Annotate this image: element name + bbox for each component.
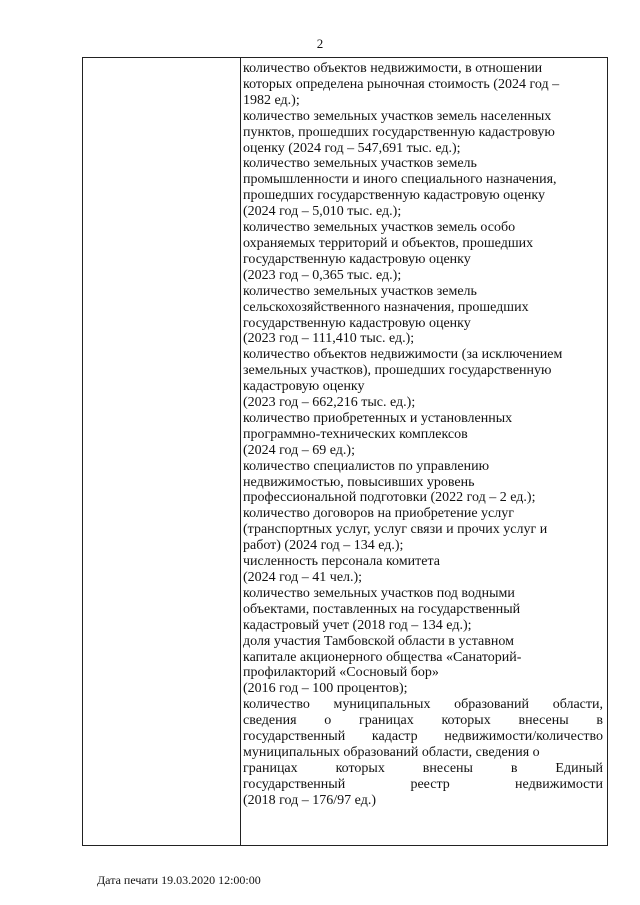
text-line: профилакторий «Сосновый бор»	[243, 665, 439, 681]
indicator-item	[243, 554, 603, 586]
text-line: (2024 год – 41 чел.);	[243, 570, 363, 585]
text-line: количество земельных участков земель	[243, 156, 477, 172]
text-line: (транспортных услуг, услуг связи и прочих услуг и	[243, 522, 548, 538]
table-right-column	[240, 58, 608, 845]
indicator-item	[243, 284, 603, 348]
indicator-item	[243, 109, 603, 157]
text-line: земельных участков), прошедших государственную	[243, 363, 552, 379]
text-line: (2024 год – 5,010 тыс. ед.);	[243, 204, 402, 220]
indicator-item	[243, 61, 603, 109]
text-line: доля участия Тамбовской области в уставном	[243, 633, 514, 649]
text-line: профессиональной подготовки (2022 год – 2 ед.);	[243, 490, 536, 506]
indicator-item	[243, 506, 603, 554]
indicator-item	[243, 411, 603, 459]
table-left-column	[82, 58, 241, 845]
text-line: количество договоров на приобретение услуг	[243, 506, 514, 522]
indicator-item	[243, 156, 603, 220]
text-line: государственный кадастр недвижимости/количество	[243, 729, 603, 745]
text-line: работ) (2024 год – 134 ед.);	[243, 538, 404, 554]
text-line: количество объектов недвижимости, в отношении	[243, 61, 543, 76]
text-line: кадастровый учет (2018 год – 134 ед.);	[243, 617, 472, 633]
text-line: сельскохозяйственного назначения, прошедших	[243, 299, 529, 315]
text-line: государственную кадастровую оценку	[243, 251, 471, 267]
text-line: границах которых внесены в Единый	[243, 760, 603, 776]
text-line: муниципальных образований области, сведения о	[243, 744, 540, 760]
text-line: количество специалистов по управлению	[243, 458, 490, 474]
text-line: количество земельных участков земель населенных	[243, 108, 552, 124]
text-line: капитале акционерного общества «Санаторий-	[243, 649, 522, 665]
text-line: количество приобретенных и установленных	[243, 410, 513, 426]
text-line: количество объектов недвижимости (за исключением	[243, 347, 563, 363]
text-line: (2018 год – 176/97 ед.)	[243, 792, 376, 808]
page-number: 2	[316, 36, 324, 51]
text-line: (2016 год – 100 процентов);	[243, 681, 408, 697]
text-line: охраняемых территорий и объектов, прошедших	[243, 235, 534, 251]
text-line: 1982 ед.);	[243, 92, 300, 108]
indicator-list	[243, 61, 603, 697]
print-date-footer: Дата печати 19.03.2020 12:00:00	[97, 873, 261, 887]
text-line: количество земельных участков под водными	[243, 585, 515, 601]
text-line: которых определена рыночная стоимость (2024 год –	[243, 76, 560, 92]
indicator-item	[243, 220, 603, 284]
document-table	[82, 57, 608, 846]
text-line: государственный реестр недвижимости	[243, 776, 603, 792]
text-line: программно-технических комплексов	[243, 426, 468, 442]
text-line: недвижимостью, повысивших уровень	[243, 474, 475, 490]
text-line: (2024 год – 69 ед.);	[243, 442, 355, 458]
indicator-item-municipal	[243, 697, 603, 808]
text-line: количество муниципальных образований области,	[243, 697, 603, 713]
text-line: прошедших государственную кадастровую оценку	[243, 188, 545, 204]
indicator-item	[243, 586, 603, 634]
indicator-item	[243, 459, 603, 507]
text-line: пунктов, прошедших государственную кадастровую	[243, 124, 555, 140]
text-line: сведения о границах которых внесены в	[243, 713, 603, 729]
text-line: промышленности и иного специального назначения,	[243, 172, 557, 188]
text-line: кадастровую оценку	[243, 379, 365, 395]
text-line: численность персонала комитета	[243, 554, 440, 570]
text-line: (2023 год – 662,216 тыс. ед.);	[243, 395, 416, 411]
indicator-item	[243, 347, 603, 411]
text-line: количество земельных участков земель особо	[243, 220, 516, 236]
text-line: количество земельных участков земель	[243, 283, 477, 299]
indicator-item	[243, 634, 603, 698]
text-line: объектами, поставленных на государственный	[243, 601, 521, 617]
text-line: (2023 год – 111,410 тыс. ед.);	[243, 331, 415, 347]
text-line: оценку (2024 год – 547,691 тыс. ед.);	[243, 140, 461, 156]
text-line: государственную кадастровую оценку	[243, 315, 471, 331]
text-line: (2023 год – 0,365 тыс. ед.);	[243, 267, 402, 283]
